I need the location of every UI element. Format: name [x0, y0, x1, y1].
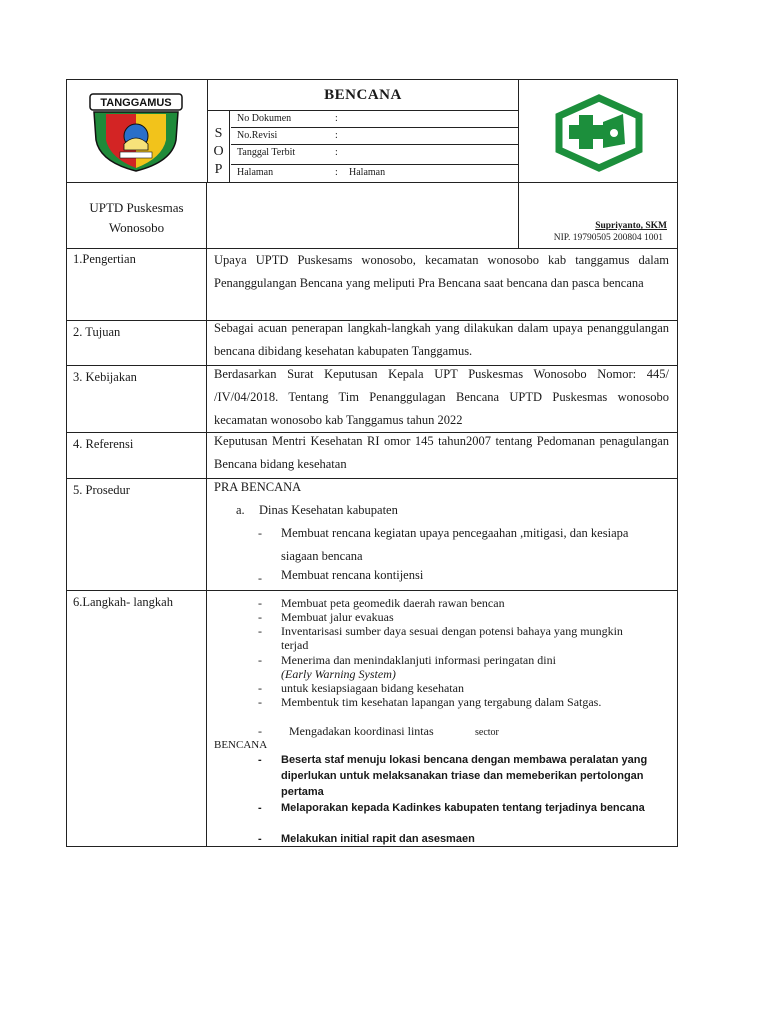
signatory-nip: NIP. 19790505 200804 1001 [553, 233, 663, 243]
section-text: Berdasarkan Surat Keputusan Kepala UPT Puskesmas Wonosobo Nomor: 445/ /IV/04/2018. Tentang Tim Penanggulagan Bencana UPTD Puskesmas wonosobo kecamatan wonosobo kab Tanggamus tahun 2022 [214, 367, 669, 427]
field-no-revisi: No.Revisi : [231, 128, 518, 145]
langkah-item: Beserta staf menuju lokasi bencana dengan membawa peralatan yang diperlukan untuk melaksanakan triase dan memeberikan pertolongan pertama [281, 754, 648, 798]
logo-cell [67, 80, 208, 182]
field-tanggal-terbit: Tanggal Terbit : [231, 145, 518, 165]
puskesmas-logo [551, 92, 647, 172]
langkah-item: Inventarisasi sumber daya sesuai dengan potensi bahaya yang mungkin terjad [281, 624, 623, 652]
langkah-item: Melakukan initial rapit dan asesmaen [281, 833, 475, 845]
langkah-item-note: (Early Warning System) [281, 667, 396, 681]
section-label: 3. Kebijakan [67, 366, 207, 432]
section-label: 1.Pengertian [67, 248, 207, 320]
logo-cell-right [518, 80, 678, 182]
unit-row [66, 182, 678, 249]
section-label: 5. Prosedur [67, 479, 207, 590]
dash-marker: - [258, 624, 262, 638]
sop-letter-o: O [213, 144, 224, 159]
section-prosedur [67, 479, 677, 591]
dash-marker: - [258, 754, 262, 766]
dash-marker: - [258, 695, 262, 709]
langkah-item: Menerima dan menindaklanjuti informasi peringatan dini [281, 653, 556, 667]
langkah-item: Membuat jalur evakuas [281, 610, 394, 624]
dash-marker: - [258, 724, 262, 738]
sop-header [66, 79, 678, 183]
prosedur-item: Membuat rencana kegiatan upaya pencegaahan ,mitigasi, dan kesiapa siagaan bencana [281, 526, 629, 563]
sop-letter-p: P [214, 162, 223, 177]
signature-block [519, 182, 677, 248]
section-label: 4. Referensi [67, 433, 207, 478]
document-title: BENCANA [208, 80, 518, 111]
section-text: Upaya UPTD Puskesams wonosobo, kecamatan wonosobo kab tanggamus dalam Penanggulangan Bencana yang meliputi Pra Bencana saat bencana dan pasca bencana [214, 253, 669, 290]
section-label: 6.Langkah- langkah [67, 591, 207, 847]
field-halaman: Halaman : Halaman [237, 167, 386, 178]
prosedur-heading: PRA BENCANA [214, 480, 302, 494]
langkah-item: Melaporakan kepada Kadinkes kabupaten tentang terjadinya bencana [281, 802, 645, 814]
dash-marker: - [258, 610, 262, 624]
section-label: 2. Tujuan [67, 321, 207, 365]
section-tujuan [67, 321, 677, 366]
prosedur-sub-heading: Dinas Kesehatan kabupaten [259, 503, 398, 517]
section-pengertian [67, 248, 677, 321]
section-kebijakan [67, 366, 677, 433]
unit-name: UPTD Puskesmas Wonosobo [67, 182, 207, 248]
sop-label [208, 111, 230, 182]
prosedur-item: Membuat rencana kontijensi [281, 568, 424, 582]
section-langkah [67, 591, 677, 847]
field-no-dokumen: No Dokumen : [231, 111, 518, 128]
dash-marker: - [258, 596, 262, 610]
dash-marker: - [258, 802, 262, 814]
tanggamus-logo [86, 92, 186, 172]
langkah-item: Membentuk tim kesehatan lapangan yang tergabung dalam Satgas. [281, 695, 602, 709]
dash-marker: - [258, 653, 262, 667]
bencana-heading: BENCANA [214, 739, 268, 751]
langkah-item: Membuat peta geomedik daerah rawan bencan [281, 596, 505, 610]
langkah-item: untuk kesiapsiagaan bidang kesehatan [281, 681, 464, 695]
dash-marker: - [258, 833, 262, 845]
signatory-name: Supriyanto, SKM [595, 221, 667, 231]
langkah-item: Mengadakan koordinasi lintas [289, 724, 434, 738]
sop-body [66, 248, 678, 847]
langkah-item-tail: sector [475, 727, 499, 738]
section-text: Sebagai acuan penerapan langkah-langkah yang dilakukan dalam upaya penanggulangan bencana dibidang kesehatan kabupaten Tanggamus. [214, 321, 669, 358]
svg-text:TANGGAMUS: TANGGAMUS [100, 97, 172, 109]
dash-marker: - [258, 571, 262, 585]
blank-cell [208, 182, 519, 248]
section-text: Keputusan Mentri Kesehatan RI omor 145 tahun2007 tentang Pedomanan penagulangan Bencana bidang kesehatan [214, 434, 669, 471]
dash-marker: - [258, 681, 262, 695]
dash-marker: - [258, 526, 262, 540]
sop-letter-s: S [214, 126, 223, 141]
prosedur-sub-marker: a. [236, 503, 245, 517]
section-referensi [67, 433, 677, 479]
